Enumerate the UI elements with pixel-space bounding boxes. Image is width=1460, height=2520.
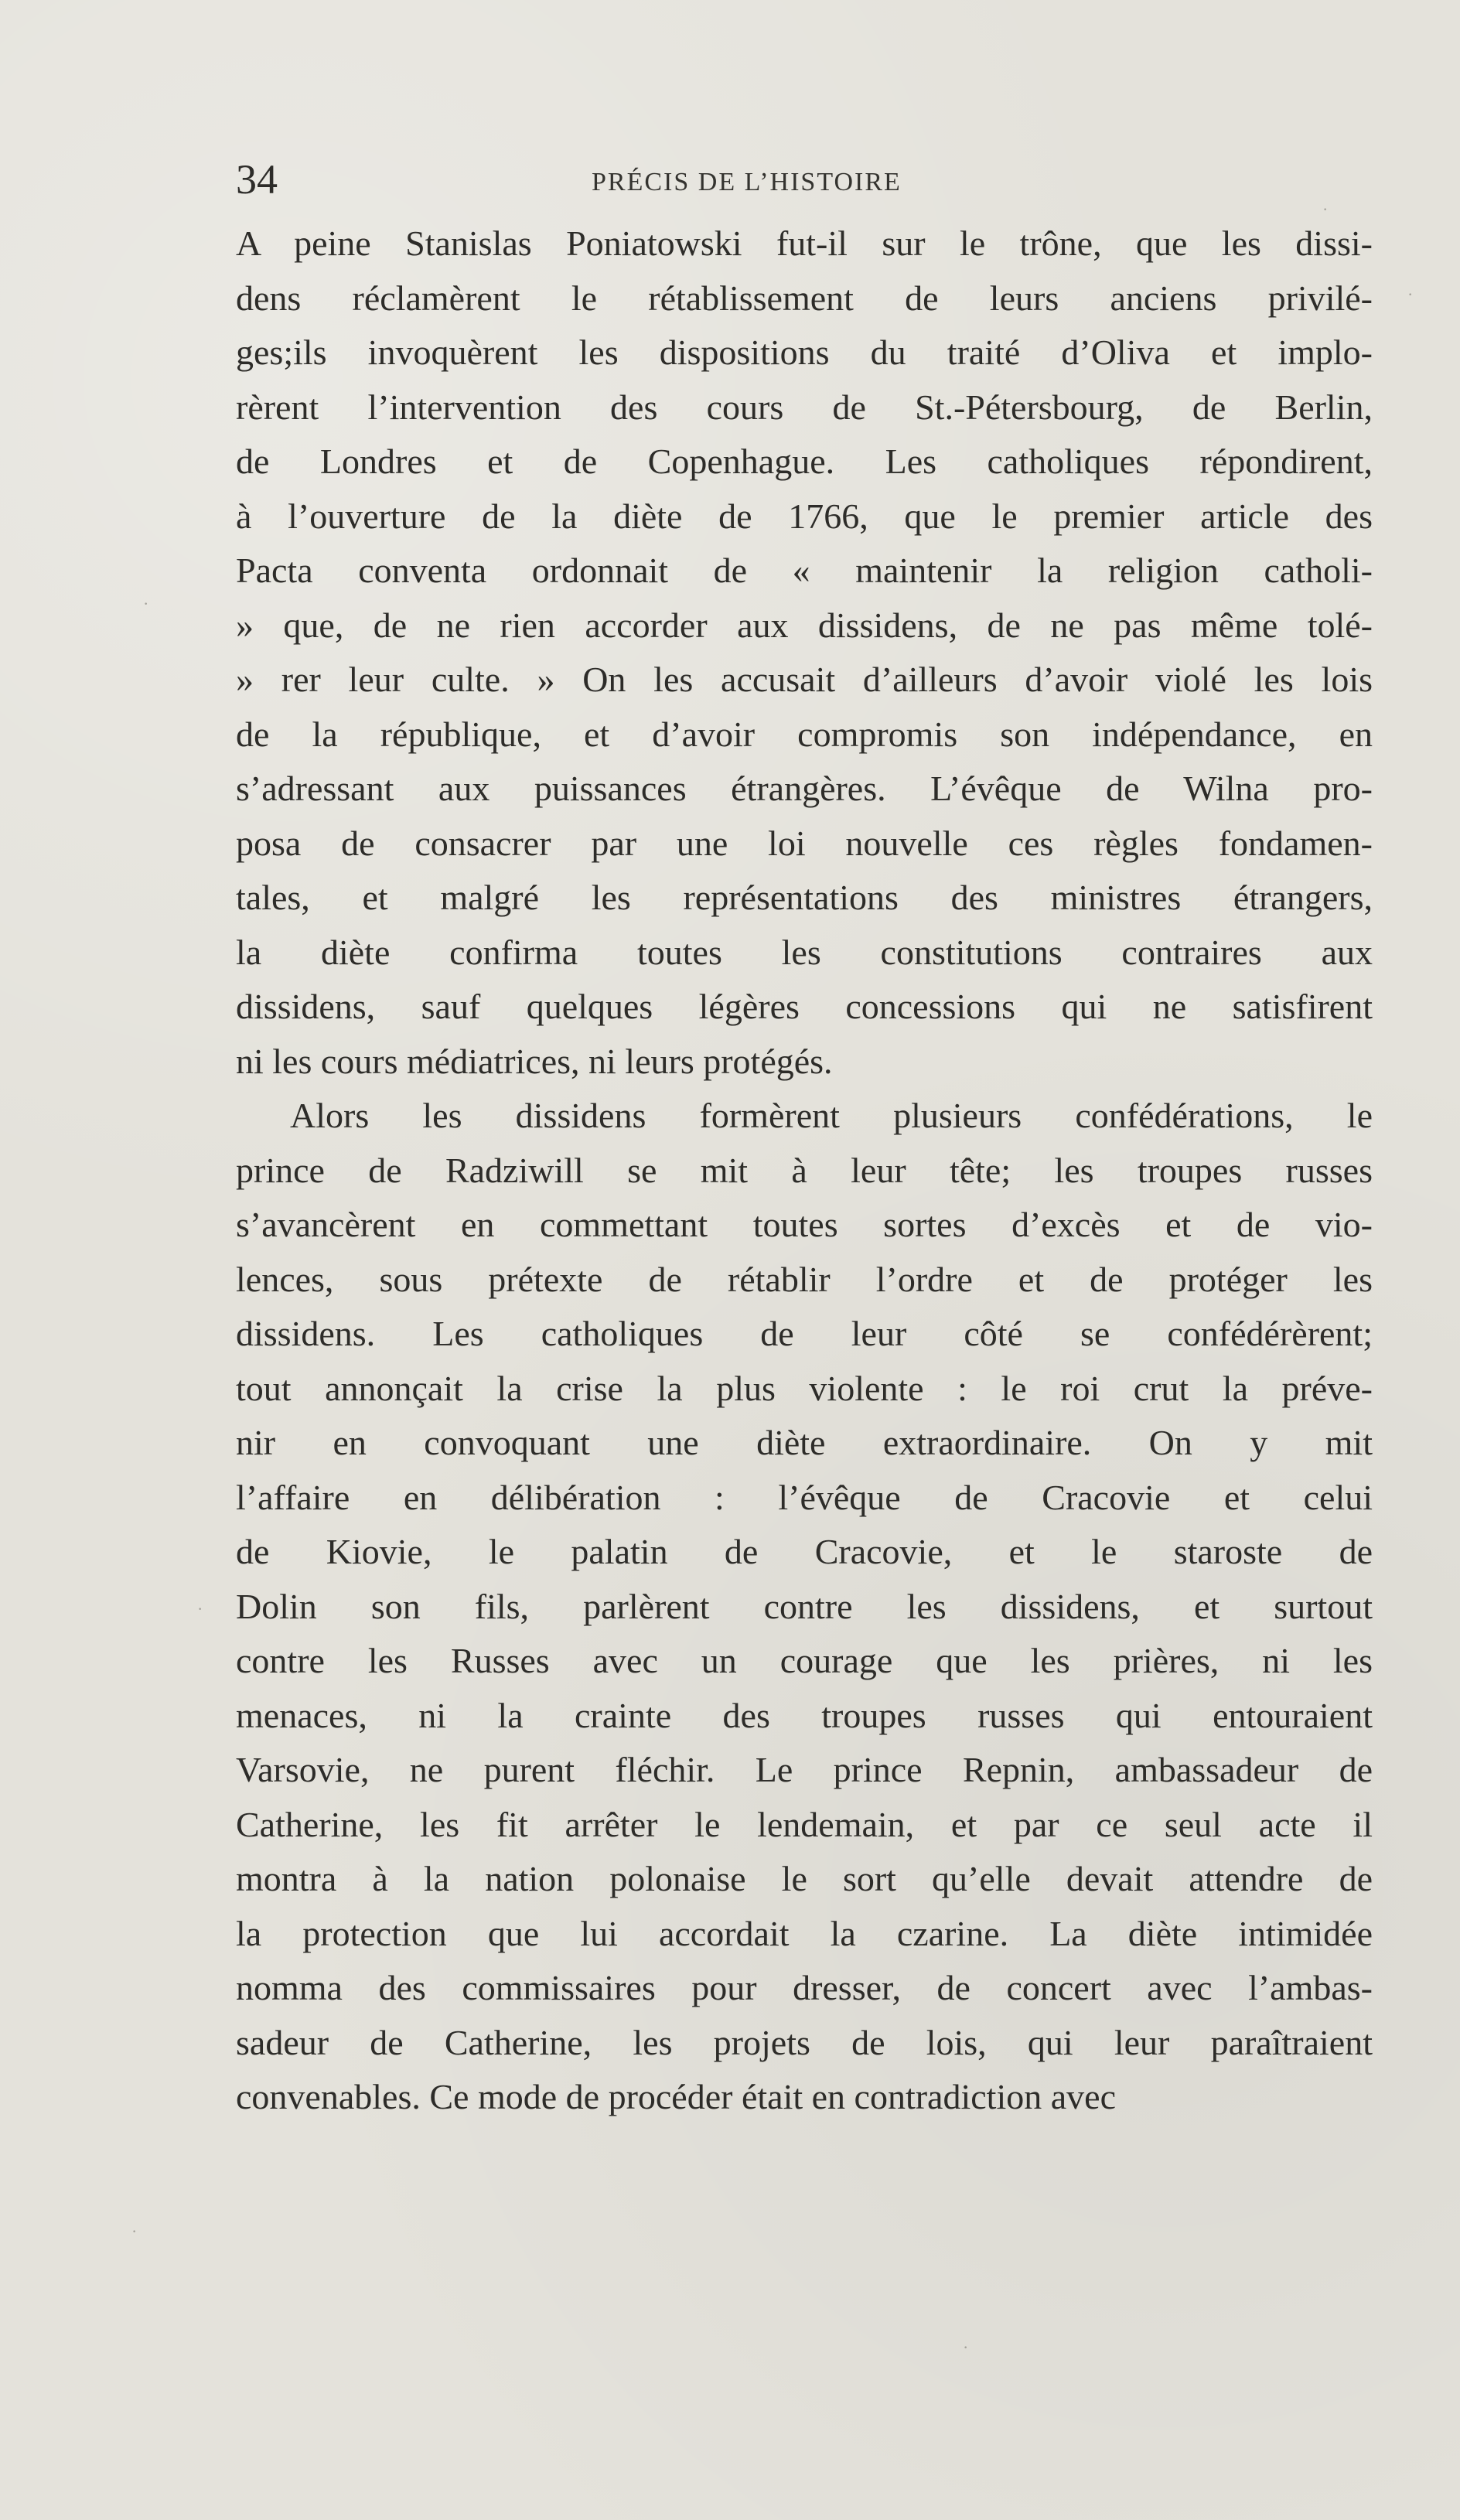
text-line: tales, et malgré les représentations des ministres étrangers,: [236, 878, 1373, 917]
text-line: de Londres et de Copenhague. Les catholiques répondirent,: [236, 442, 1373, 481]
text-line: s’adressant aux puissances étrangères. L’évêque de Wilna pro-: [236, 769, 1373, 808]
text-line: rèrent l’intervention des cours de St.-Pétersbourg, de Berlin,: [236, 387, 1373, 427]
text-line: Alors les dissidens formèrent plusieurs confédérations, le: [290, 1096, 1373, 1135]
text-line: nir en convoquant une diète extraordinaire. On y mit: [236, 1423, 1373, 1462]
text-line: convenables. Ce mode de procéder était en contradiction avec: [236, 2077, 1116, 2116]
text-line: dens réclamèrent le rétablissement de leurs anciens privilé-: [236, 278, 1373, 318]
text-line: nomma des commissaires pour dresser, de concert avec l’ambas-: [236, 1968, 1373, 2007]
text-line: menaces, ni la crainte des troupes russes qui entouraient: [236, 1695, 1373, 1735]
text-line: l’affaire en délibération : l’évêque de Cracovie et celui: [236, 1477, 1373, 1517]
text-line: à l’ouverture de la diète de 1766, que le premier article des: [236, 496, 1373, 536]
text-line: » rer leur culte. » On les accusait d’ailleurs d’avoir violé les lois: [236, 660, 1373, 699]
text-line: ges;ils invoquèrent les dispositions du traité d’Oliva et implo-: [236, 332, 1373, 372]
running-head-title: PRÉCIS DE L’HISTOIRE: [592, 168, 902, 196]
paper-speck: ·: [197, 1599, 203, 1618]
text-line: Varsovie, ne purent fléchir. Le prince Repnin, ambassadeur de: [236, 1750, 1373, 1789]
paper-speck: ·: [1407, 285, 1414, 304]
text-line: » que, de ne rien accorder aux dissidens, de ne pas même tolé-: [236, 605, 1373, 645]
text-line: contre les Russes avec un courage que les prières, ni les: [236, 1641, 1373, 1680]
text-line: de la république, et d’avoir compromis son indépendance, en: [236, 714, 1373, 754]
text-line: tout annonçait la crise la plus violente : le roi crut la préve-: [236, 1368, 1373, 1408]
text-line: montra à la nation polonaise le sort qu’elle devait attendre de: [236, 1859, 1373, 1898]
text-line: de Kiovie, le palatin de Cracovie, et le staroste de: [236, 1532, 1373, 1571]
text-line: la diète confirma toutes les constitutions contraires aux: [236, 932, 1373, 972]
text-line: Dolin son fils, parlèrent contre les dissidens, et surtout: [236, 1586, 1373, 1626]
page-number: 34: [236, 156, 278, 203]
paper-speck: ·: [963, 2338, 969, 2357]
text-line: posa de consacrer par une loi nouvelle ces règles fondamen-: [236, 823, 1373, 863]
text-line: dissidens, sauf quelques légères concessions qui ne satisfirent: [236, 987, 1373, 1026]
text-line: ni les cours médiatrices, ni leurs protégés.: [236, 1041, 833, 1081]
paper-speck: ·: [143, 594, 149, 613]
text-line: sadeur de Catherine, les projets de lois, qui leur paraîtraient: [236, 2022, 1373, 2062]
text-line: lences, sous prétexte de rétablir l’ordre et de protéger les: [236, 1259, 1373, 1299]
text-line: Catherine, les fit arrêter le lendemain, et par ce seul acte il: [236, 1804, 1373, 1844]
paper-speck: ·: [1322, 199, 1329, 219]
body-text: [236, 217, 1373, 2125]
text-line: prince de Radziwill se mit à leur tête; les troupes russes: [236, 1150, 1373, 1190]
text-line: s’avancèrent en commettant toutes sortes d’excès et de vio-: [236, 1205, 1373, 1244]
text-line: dissidens. Les catholiques de leur côté se confédérèrent;: [236, 1314, 1373, 1353]
text-line: la protection que lui accordait la czarine. La diète intimidée: [236, 1913, 1373, 1953]
paper-speck: ·: [131, 2222, 138, 2241]
text-line: Pacta conventa ordonnait de « maintenir la religion catholi-: [236, 551, 1373, 590]
text-line: A peine Stanislas Poniatowski fut-il sur le trône, que les dissi-: [236, 223, 1373, 263]
running-head: [236, 156, 1373, 213]
